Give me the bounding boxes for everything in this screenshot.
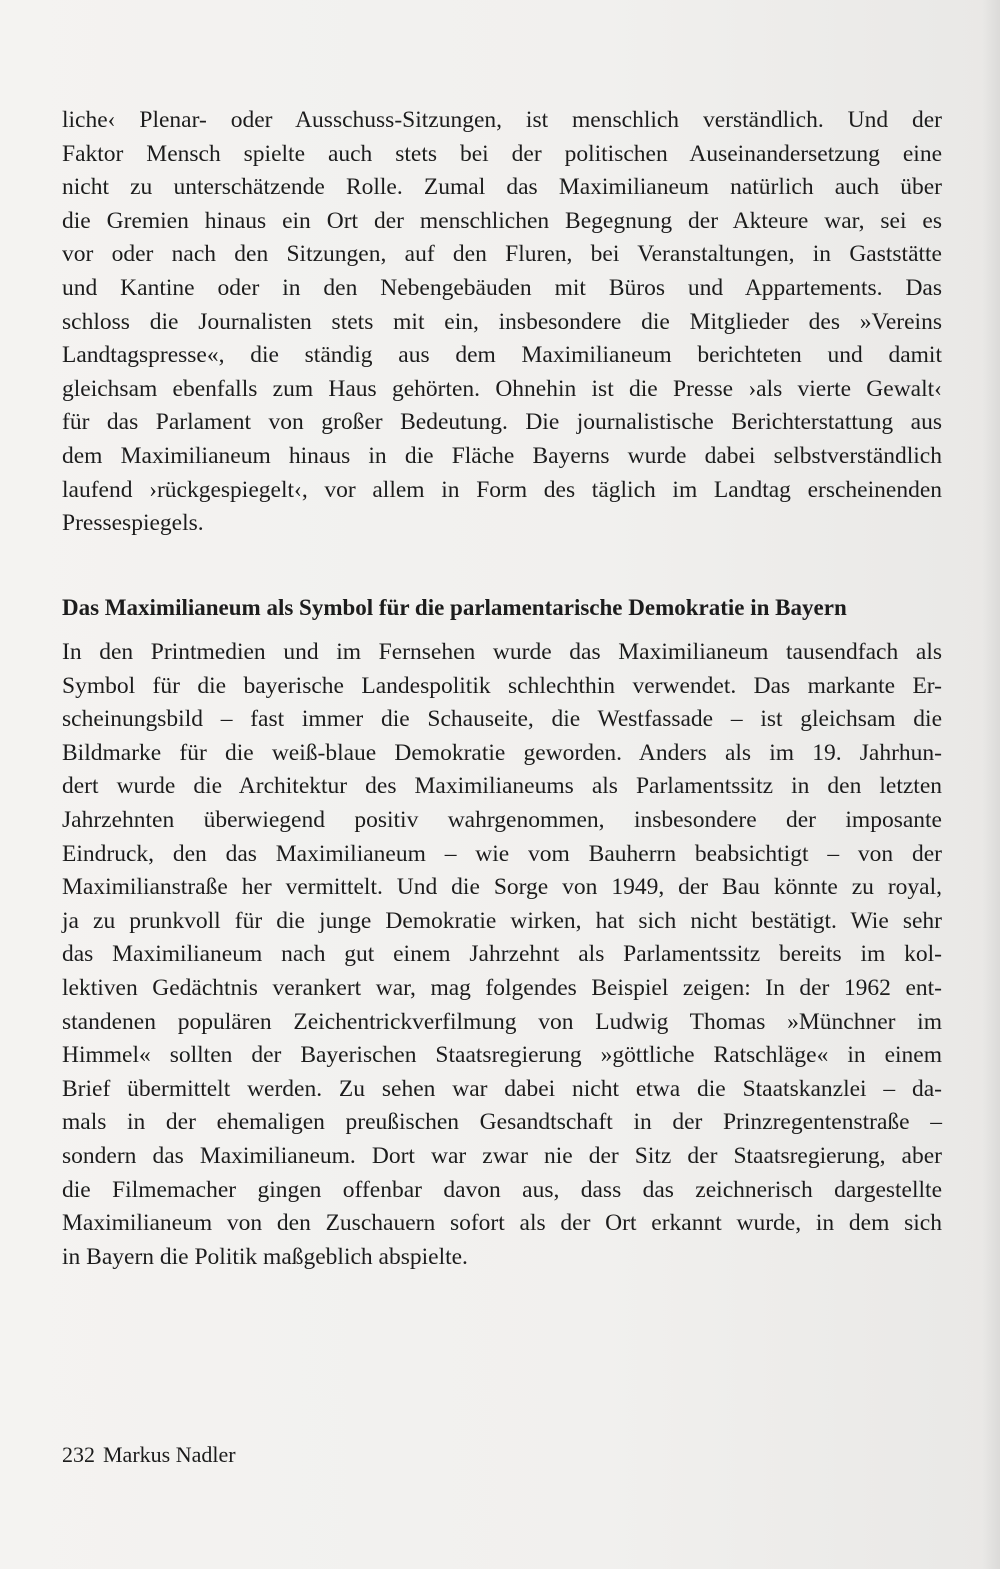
text-line: lektiven Gedächtnis verankert war, mag folgendes Beispiel zeigen: In der 1962 ent- — [62, 974, 942, 1001]
text-line: Bildmarke für die weiß-blaue Demokratie geworden. Anders als im 19. Jahrhun- — [62, 739, 942, 766]
text-line: Maximilianstraße her vermittelt. Und die Sorge von 1949, der Bau könnte zu royal, — [62, 874, 942, 901]
text-line: scheinungsbild – fast immer die Schauseite, die Westfassade – ist gleichsam die — [62, 706, 942, 733]
text-line: sondern das Maximilianeum. Dort war zwar nie der Sitz der Staatsregierung, aber — [62, 1142, 942, 1169]
text-line: Landtagspresse«, die ständig aus dem Maximilianeum berichteten und damit — [62, 342, 942, 369]
text-line: vor oder nach den Sitzungen, auf den Fluren, bei Veranstaltungen, in Gaststätte — [62, 241, 942, 268]
section-heading-text: Das Maximilianeum als Symbol für die parlamentarische Demokratie in Bayern — [62, 595, 847, 620]
page-number: 232 — [62, 1442, 95, 1467]
text-line: Jahrzehnten überwiegend positiv wahrgenommen, insbesondere der imposante — [62, 806, 942, 833]
text-line: In den Printmedien und im Fernsehen wurde das Maximilianeum tausendfach als — [62, 639, 942, 665]
text-line: das Maximilianeum nach gut einem Jahrzehnt als Parlamentssitz bereits im kol- — [62, 941, 942, 968]
footer-author: Markus Nadler — [103, 1442, 236, 1467]
body-paragraph-1 — [62, 104, 942, 541]
text-line: und Kantine oder in den Nebengebäuden mit Büros und Appartements. Das — [62, 274, 942, 301]
text-line: Maximilianeum von den Zuschauern sofort als der Ort erkannt wurde, in dem sich — [62, 1210, 942, 1237]
text-line: dem Maximilianeum hinaus in die Fläche Bayerns wurde dabei selbstverständlich — [62, 442, 942, 469]
text-line: laufend ›rückgespiegelt‹, vor allem in Form des täglich im Landtag erscheinenden — [62, 476, 942, 503]
page-footer — [62, 1440, 236, 1470]
text-line: Himmel« sollten der Bayerischen Staatsregierung »göttliche Ratschläge« in einem — [62, 1042, 942, 1069]
text-line: standenen populären Zeichentrickverfilmung von Ludwig Thomas »Münchner im — [62, 1008, 942, 1035]
text-line: Eindruck, den das Maximilianeum – wie vom Bauherrn beabsichtigt – von der — [62, 840, 942, 867]
text-line: gleichsam ebenfalls zum Haus gehörten. Ohnehin ist die Presse ›als vierte Gewalt‹ — [62, 375, 942, 402]
section-heading — [62, 591, 942, 625]
text-line: für das Parlament von großer Bedeutung. Die journalistische Berichterstattung aus — [62, 409, 942, 436]
body-paragraph-2 — [62, 636, 942, 1274]
text-line: Pressespiegels. — [62, 510, 204, 537]
text-line: die Gremien hinaus ein Ort der menschlichen Begegnung der Akteure war, sei es — [62, 207, 942, 234]
text-line: Symbol für die bayerische Landespolitik schlechthin verwendet. Das markante Er- — [62, 672, 942, 699]
text-line: ja zu prunkvoll für die junge Demokratie wirken, hat sich nicht bestätigt. Wie sehr — [62, 907, 942, 934]
text-line: mals in der ehemaligen preußischen Gesandtschaft in der Prinzregentenstraße – — [62, 1109, 942, 1136]
text-line: in Bayern die Politik maßgeblich abspielte. — [62, 1243, 468, 1270]
text-line: die Filmemacher gingen offenbar davon aus, dass das zeichnerisch dargestellte — [62, 1176, 942, 1203]
text-line: schloss die Journalisten stets mit ein, insbesondere die Mitglieder des »Vereins — [62, 308, 942, 335]
text-line: liche‹ Plenar- oder Ausschuss-Sitzungen, ist menschlich verständlich. Und der — [62, 107, 942, 133]
text-line: dert wurde die Architektur des Maximilianeums als Parlamentssitz in den letzten — [62, 773, 942, 800]
text-line: nicht zu unterschätzende Rolle. Zumal das Maximilianeum natürlich auch über — [62, 174, 942, 201]
text-line: Faktor Mensch spielte auch stets bei der politischen Auseinandersetzung eine — [62, 140, 942, 167]
text-line: Brief übermittelt werden. Zu sehen war dabei nicht etwa die Staatskanzlei – da- — [62, 1075, 942, 1102]
